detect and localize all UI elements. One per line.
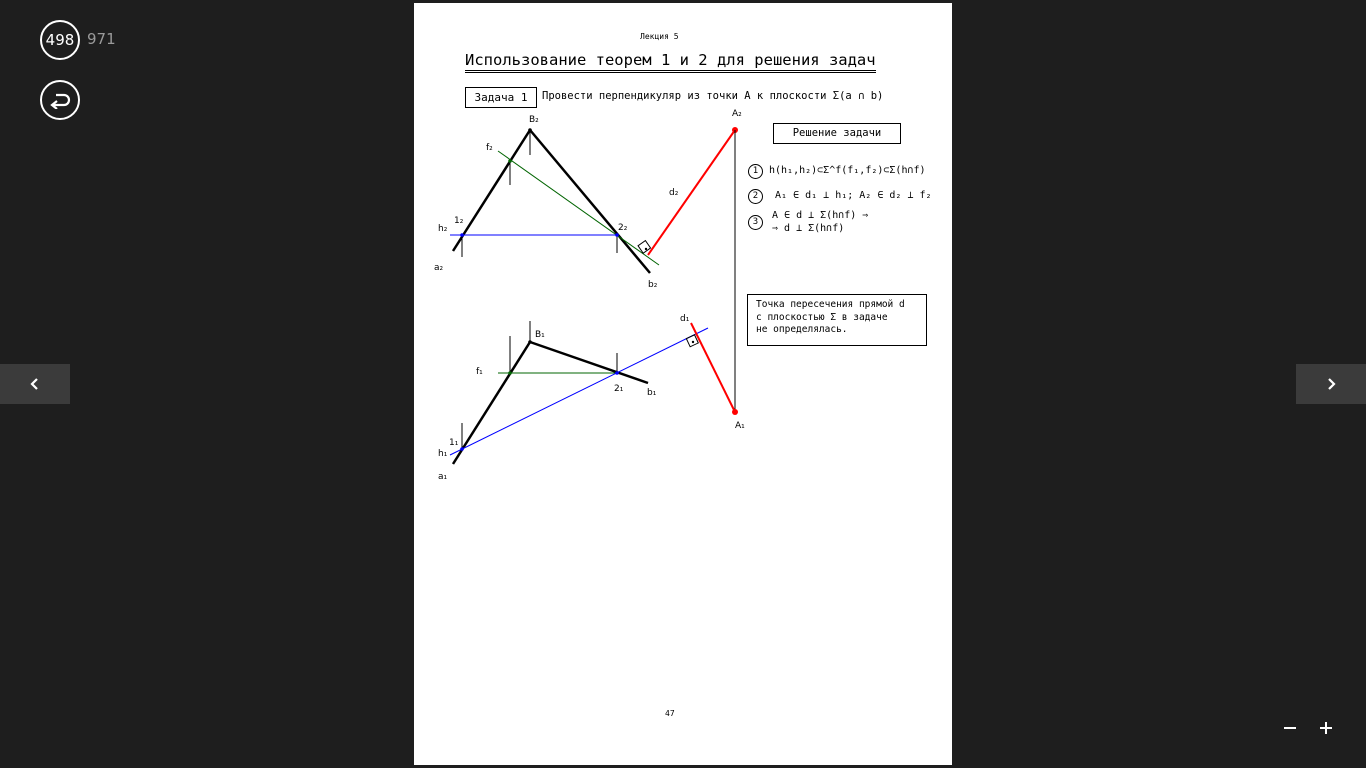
- page-number: 47: [665, 709, 675, 718]
- minus-icon: [1283, 721, 1297, 735]
- label-h1: h₁: [438, 449, 448, 459]
- step-text-3b: ⇒ d ⊥ Σ(h∩f): [772, 223, 845, 234]
- point-f2: [508, 159, 512, 163]
- point-B2: [528, 128, 532, 132]
- note-line-2: с плоскостью Σ в задаче: [756, 311, 888, 323]
- label-a2: a₂: [434, 263, 444, 273]
- point-f1: [508, 371, 512, 375]
- chevron-right-icon: [1326, 378, 1336, 390]
- point-A1: [732, 409, 738, 415]
- label-A2: A₂: [732, 109, 742, 119]
- solution-label-box: Решение задачи: [773, 123, 901, 144]
- line-h1: [450, 328, 708, 455]
- label-B2: B₂: [529, 115, 539, 125]
- right-angle-dot-2: [645, 248, 647, 250]
- label-h2: h₂: [438, 224, 448, 234]
- line-b2: [530, 130, 650, 273]
- right-angle-mark-1: [686, 335, 698, 347]
- document-page: [414, 3, 952, 765]
- line-d1: [691, 323, 735, 412]
- label-d1: d₁: [680, 314, 690, 324]
- return-arrow-icon: [49, 91, 71, 109]
- step-number-3: 3: [748, 215, 763, 230]
- line-d2: [648, 130, 735, 255]
- next-page-button[interactable]: [1296, 364, 1366, 404]
- current-page-indicator[interactable]: 498: [40, 20, 80, 60]
- label-21: 2₁: [614, 384, 624, 394]
- label-a1: a₁: [438, 472, 448, 482]
- task-label-box: Задача 1: [465, 87, 537, 108]
- step-text-3: A ∈ d ⊥ Σ(h∩f) ⇒: [772, 210, 869, 221]
- point-B1: [528, 340, 532, 344]
- label-12: 1₂: [454, 216, 464, 226]
- step-text-2: A₁ ∈ d₁ ⊥ h₁; A₂ ∈ d₂ ⊥ f₂: [775, 190, 932, 201]
- line-f2: [498, 151, 659, 265]
- line-a1: [453, 342, 530, 464]
- label-f1: f₁: [476, 367, 483, 377]
- point-11: [460, 447, 464, 451]
- zoom-out-button[interactable]: [1280, 718, 1300, 738]
- geometry-drawing: [414, 3, 952, 765]
- back-button[interactable]: [40, 80, 80, 120]
- label-d2: d₂: [669, 188, 679, 198]
- right-angle-dot-1: [692, 341, 694, 343]
- previous-page-button[interactable]: [0, 364, 70, 404]
- label-f2: f₂: [486, 143, 493, 153]
- step-text-1: h(h₁,h₂)⊂Σ^f(f₁,f₂)⊂Σ(h∩f): [769, 165, 926, 176]
- page-title: Использование теорем 1 и 2 для решения задач: [465, 51, 876, 73]
- lecture-header: Лекция 5: [640, 32, 679, 41]
- label-B1: B₁: [535, 330, 545, 340]
- point-21: [615, 371, 619, 375]
- note-line-3: не определялась.: [756, 324, 848, 335]
- total-pages-label: 971: [87, 30, 116, 48]
- note-line-1: Точка пересечения прямой d: [756, 299, 905, 310]
- label-A1: A₁: [735, 421, 745, 431]
- task-statement: Провести перпендикуляр из точки А к плоскости Σ(a ∩ b): [542, 90, 884, 102]
- line-b1: [530, 342, 648, 383]
- plus-icon: [1319, 721, 1333, 735]
- chevron-left-icon: [30, 378, 40, 390]
- label-11: 1₁: [449, 438, 459, 448]
- zoom-in-button[interactable]: [1316, 718, 1336, 738]
- label-b1: b₁: [647, 388, 657, 398]
- point-12: [460, 233, 464, 237]
- step-number-2: 2: [748, 189, 763, 204]
- point-22: [615, 233, 619, 237]
- step-number-1: 1: [748, 164, 763, 179]
- label-22: 2₂: [618, 223, 628, 233]
- label-b2: b₂: [648, 280, 658, 290]
